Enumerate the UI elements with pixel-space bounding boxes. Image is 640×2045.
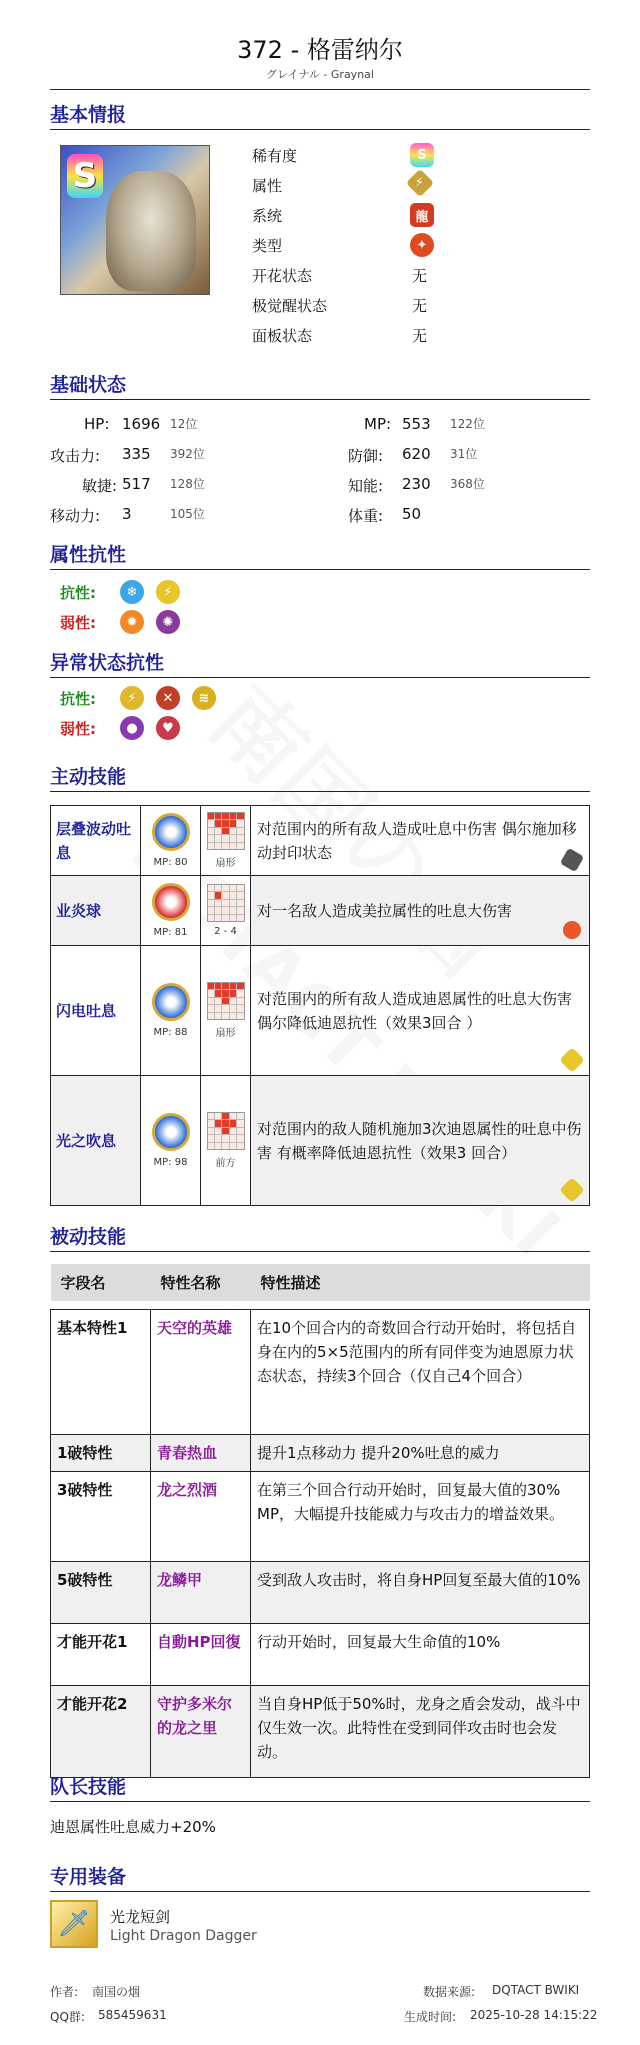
passive-field: 才能开花1	[51, 1623, 151, 1685]
section-title: 异常状态抗性	[50, 652, 165, 674]
section-basic-info	[50, 100, 590, 130]
def-rank: 31位	[450, 447, 478, 461]
skill-range: 扇形	[215, 1028, 236, 1039]
lightning-element-icon	[559, 1047, 584, 1072]
skill-desc: 对范围内的敌人随机施加3次迪恩属性的吐息中伤害 有概率降低迪恩抗性（效果3 回合）	[257, 1119, 582, 1162]
skill-desc: 对范围内的所有敌人造成迪恩属性的吐息大伤害 偶尔降低迪恩抗性（效果3回合 ）	[257, 989, 573, 1032]
section-title: 主动技能	[50, 766, 127, 788]
header-name: 特性名称	[151, 1264, 251, 1301]
passive-field: 5破特性	[51, 1561, 151, 1623]
rarity-label: 稀有度	[252, 147, 298, 165]
int-rank: 368位	[450, 477, 485, 491]
passive-row	[51, 1623, 590, 1685]
hp-rank: 12位	[170, 417, 198, 431]
int-label: 知能:	[348, 477, 384, 495]
passive-name: 青春热血	[151, 1434, 251, 1471]
leader-skill-text: 迪恩属性吐息威力+20%	[50, 1818, 216, 1836]
wgt-value: 50	[402, 505, 422, 523]
page-title: 372 - 格雷纳尔	[237, 36, 403, 64]
awaken-value: 无	[412, 297, 428, 315]
section-base-stats	[50, 370, 590, 400]
dragon-family-icon: 龍	[410, 203, 434, 227]
breath-skill-icon	[152, 813, 190, 851]
passive-row	[51, 1309, 590, 1434]
skill-mp: MP: 80	[153, 857, 188, 868]
breath-skill-icon	[152, 983, 190, 1021]
skill-range-cell	[201, 876, 251, 946]
skill-desc-cell	[251, 876, 590, 946]
mov-label: 移动力:	[50, 507, 101, 525]
footer-author: 南国の烟	[92, 1985, 141, 1999]
passive-name: 龙之烈酒	[151, 1471, 251, 1561]
skill-icon-cell	[141, 1076, 201, 1206]
skill-row	[51, 1076, 590, 1206]
skill-row	[51, 946, 590, 1076]
skill-icon-cell	[141, 806, 201, 876]
passive-header-row	[51, 1264, 590, 1301]
lightning-element-icon	[559, 1177, 584, 1202]
skill-desc-cell	[251, 806, 590, 876]
skill-desc: 对范围内的所有敌人造成吐息中伤害 偶尔施加移动封印状态	[257, 819, 577, 862]
atk-rank: 392位	[170, 447, 205, 461]
breath-skill-icon	[152, 1113, 190, 1151]
passive-field: 3破特性	[51, 1471, 151, 1561]
skill-name: 光之吹息	[51, 1076, 141, 1206]
skill-range: 前方	[215, 1158, 236, 1169]
fire-element-icon	[563, 921, 581, 939]
passive-row	[51, 1561, 590, 1623]
monster-portrait	[60, 145, 210, 295]
range-grid-icon	[207, 1112, 245, 1150]
hp-label: HP:	[84, 415, 110, 433]
section-leader-skill	[50, 1772, 590, 1802]
footer-time-label: 生成时间:	[404, 2010, 457, 2024]
poison-status-icon: ●	[120, 716, 144, 740]
section-status-res	[50, 648, 590, 678]
confusion-status-icon: ≋	[192, 686, 216, 710]
awaken-label: 极觉醒状态	[252, 297, 328, 315]
fireball-skill-icon	[152, 883, 190, 921]
mp-label: MP:	[364, 415, 392, 433]
skill-name: 闪电吐息	[51, 946, 141, 1076]
element-weak-label: 弱性:	[60, 614, 96, 632]
skill-row	[51, 876, 590, 946]
equipment-name: 光龙短剑	[110, 1908, 171, 1926]
skill-icon-cell	[141, 876, 201, 946]
passive-row	[51, 1471, 590, 1561]
mp-value: 553	[402, 415, 431, 433]
portrait-face	[106, 171, 196, 291]
active-skill-table	[50, 805, 590, 1206]
section-equipment	[50, 1862, 590, 1892]
skill-desc-cell	[251, 946, 590, 1076]
passive-name: 自動HP回復	[151, 1623, 251, 1685]
section-passive-skills	[50, 1222, 590, 1252]
skill-range-cell	[201, 946, 251, 1076]
skill-row	[51, 806, 590, 876]
section-title: 专用装备	[50, 1866, 127, 1888]
dagger-icon: 🗡	[50, 1900, 98, 1948]
agi-label: 敏捷:	[82, 477, 118, 495]
mov-value: 3	[122, 505, 132, 523]
skill-mp: MP: 88	[153, 1027, 188, 1038]
type-label: 类型	[252, 237, 283, 255]
passive-row	[51, 1685, 590, 1777]
passive-desc: 当自身HP低于50%时，龙身之盾会发动，战斗中仅生效一次。此特性在受到同伴攻击时也会发动。	[251, 1685, 590, 1777]
lightning-element-icon: ⚡	[156, 580, 180, 604]
section-element-res	[50, 540, 590, 570]
passive-desc: 提升1点移动力 提升20%吐息的威力	[251, 1434, 590, 1471]
skill-name: 业炎球	[51, 876, 141, 946]
passive-desc: 受到敌人攻击时，将自身HP回复至最大值的10%	[251, 1561, 590, 1623]
passive-desc: 在10个回合内的奇数回合行动开始时，将包括自身在内的5×5范围内的所有同伴变为迪恩原力状态状态，持续3个回合（仅自己4个回合）	[251, 1309, 590, 1434]
footer-author-label: 作者:	[50, 1985, 79, 1999]
def-value: 620	[402, 445, 431, 463]
section-active-skills	[50, 762, 590, 792]
skill-mp: MP: 98	[153, 1157, 188, 1168]
equipment-name-en: Light Dragon Dagger	[110, 1928, 257, 1944]
element-resist-label: 抗性:	[60, 584, 96, 602]
mp-rank: 122位	[450, 417, 485, 431]
passive-desc: 在第三个回合行动开始时，回复最大值的30% MP，大幅提升技能威力与攻击力的增益效果。	[251, 1471, 590, 1561]
skill-range: 2 - 4	[214, 926, 237, 937]
passive-row	[51, 1434, 590, 1471]
passive-name: 天空的英雄	[151, 1309, 251, 1434]
page-subtitle: グレイナル - Graynal	[266, 68, 374, 81]
section-title: 属性抗性	[50, 544, 127, 566]
attack-type-icon: ✦	[410, 233, 434, 257]
fire-element-icon: ✹	[120, 610, 144, 634]
footer-qq-label: QQ群:	[50, 2010, 85, 2024]
family-label: 系统	[252, 207, 283, 225]
bloom-value: 无	[412, 267, 428, 285]
lightning-element-icon: ⚡	[406, 169, 434, 197]
header-desc: 特性描述	[251, 1264, 590, 1301]
rank-s-badge-icon: S	[67, 154, 103, 198]
atk-value: 335	[122, 445, 151, 463]
mov-rank: 105位	[170, 507, 205, 521]
section-title: 队长技能	[50, 1776, 127, 1798]
panel-label: 面板状态	[252, 327, 313, 345]
passive-field: 才能开花2	[51, 1685, 151, 1777]
section-title: 被动技能	[50, 1226, 127, 1248]
atk-label: 攻击力:	[50, 447, 101, 465]
skill-range-cell	[201, 806, 251, 876]
skill-range: 扇形	[215, 858, 236, 869]
int-value: 230	[402, 475, 431, 493]
agi-rank: 128位	[170, 477, 205, 491]
range-grid-icon	[207, 884, 245, 922]
passive-skill-table	[50, 1264, 590, 1778]
passive-field: 1破特性	[51, 1434, 151, 1471]
panel-value: 无	[412, 327, 428, 345]
wgt-label: 体重:	[348, 507, 384, 525]
range-grid-icon	[207, 982, 245, 1020]
skill-range-cell	[201, 1076, 251, 1206]
rank-s-icon: S	[410, 143, 434, 167]
bloom-label: 开花状态	[252, 267, 313, 285]
neutral-element-icon	[560, 848, 585, 873]
passive-name: 守护多米尔的龙之里	[151, 1685, 251, 1777]
dark-element-icon: ✺	[156, 610, 180, 634]
header-field: 字段名	[51, 1264, 151, 1301]
skill-mp: MP: 81	[153, 927, 188, 938]
def-label: 防御:	[348, 447, 384, 465]
range-grid-icon	[207, 812, 245, 850]
paralysis-status-icon: ⚡	[120, 686, 144, 710]
passive-name: 龙鳞甲	[151, 1561, 251, 1623]
charm-status-icon: ♥	[156, 716, 180, 740]
status-weak-label: 弱性:	[60, 720, 96, 738]
section-title: 基本情报	[50, 104, 127, 126]
skill-icon-cell	[141, 946, 201, 1076]
passive-desc: 行动开始时，回复最大生命值的10%	[251, 1623, 590, 1685]
footer-qq: 585459631	[98, 2008, 167, 2022]
footer-source: DQTACT BWIKI	[492, 1983, 580, 1997]
agi-value: 517	[122, 475, 151, 493]
skill-name: 层叠波动吐息	[51, 806, 141, 876]
passive-field: 基本特性1	[51, 1309, 151, 1434]
hp-value: 1696	[122, 415, 161, 433]
footer-time: 2025-10-28 14:15:22	[470, 2008, 598, 2022]
section-title: 基础状态	[50, 374, 127, 396]
ice-element-icon: ❄	[120, 580, 144, 604]
skill-desc: 对一名敌人造成美拉属性的吐息大伤害	[257, 901, 513, 920]
element-label: 属性	[252, 177, 283, 195]
sleep-status-icon: ✕	[156, 686, 180, 710]
footer-source-label: 数据来源:	[423, 1985, 476, 1999]
status-resist-label: 抗性:	[60, 690, 96, 708]
skill-desc-cell	[251, 1076, 590, 1206]
title-divider	[50, 89, 590, 90]
